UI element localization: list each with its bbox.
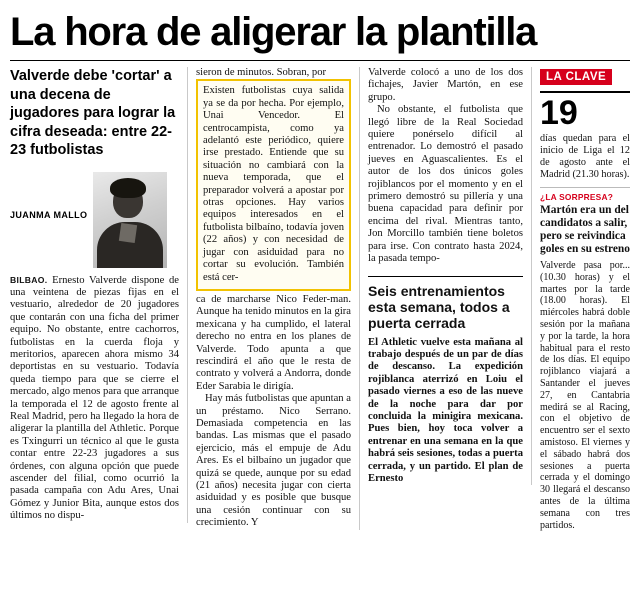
la-clave-number: 19 — [540, 94, 578, 132]
highlighted-passage — [196, 79, 351, 291]
column-3-body — [368, 67, 523, 266]
column-3-paragraph-2: No obstante, el futbolista que llegó libre de la Real Sociedad quiere ponérselo difícil al entrenador. Lo demostró el pasado jueves en Aguascalientes. Es el autor de los dos únicos goles rojiblancos por el momento y en el primero demostró su pillería y una buena capacidad para definir por encima del rival. Mientras tanto, Jon Morcillo también tiene boletos para irse. Con contrato hasta 2024, la pasada tempo- — [368, 104, 523, 265]
bottom-mask — [0, 579, 640, 589]
author-portrait — [93, 172, 167, 268]
article-columns — [10, 67, 630, 531]
column-4-paragraph-1: Valverde pasa por... (10.30 horas) y el martes por la tarde (18.00 horas). El miércoles habrá doble sesión por la mañana y por la tarde, la hora habitual para el resto de los días. El equipo rojiblanco viajará a Santander el jueves 27, en Cantabria medirá se al Racing, con el objetivo de encuentro ser el sexto amistoso. El viernes y el sábado habrá dos sesiones a puerta cerrada y el domingo 30 llegará el descanso antes de la última semana con tres partidos. — [540, 260, 630, 531]
column-4-rail — [532, 67, 630, 531]
highlight-paragraph: Existen futbolistas cuya salida ya se da por hecha. Por ejemplo, Unai Vencedor. El centrocampista, como ya adelantó este periódico, quiere irse prestado. Entiende que su situación no cambiará con la nueva temporada, que el preparador volverá a apostar por otras opciones. Hay varios equipos interesados en el futbolista bilbaíno, todavía joven (22 años) y con necesidad de jugar con asiduidad para no cortar su evolución. También está cer- — [203, 85, 344, 283]
byline: JUANMA MALLO — [10, 209, 88, 220]
la-clave-badge: LA CLAVE — [540, 69, 612, 85]
column-1-body — [10, 274, 179, 523]
column-1 — [10, 67, 188, 523]
article-subhead: Valverde debe 'cortar' a una decena de jugadores para lograr la cifra deseada: entre 22-23 futbolistas — [10, 68, 176, 158]
header-divider — [10, 60, 630, 61]
column-3-paragraph-3: El Athletic vuelve esta mañana al trabajo después de un par de días de descanso. La expedición rojiblanca aterrizó en Loiu el pasado viernes a eso de las nueve de la noche para dar por concluida la minigira mexicana. Pues bien, hoy toca volver a entrenar en una semana en la que habrá seis sesiones, todas a puerta cerrada, y un partido. El plan de Ernesto — [368, 336, 523, 484]
column-3 — [360, 67, 532, 485]
column-3-paragraph-1: Valverde colocó a uno de los dos fichajes, Javier Martón, en ese grupo. — [368, 67, 523, 103]
la-clave-divider — [540, 91, 630, 93]
column-2-paragraph-3: Hay más futbolistas que apuntan a un préstamo. Nico Serrano. Demasiada competencia en las bandas. Las mismas que el pasado ejercicio, más el empuje de Adu Ares. Es el bilbaíno un jugador que quizá se quede, aunque por su edad (21 años) necesita jugar con cierta asiduidad y es posible que busque una cesión continuar con su crecimiento. Y — [196, 393, 351, 529]
column-1-paragraph-1: Ernesto Valverde dispone de una veintena de piezas fijas en el vestuario, alrededor de 20 jugadores que contarán con una ficha del primer equipo. No obstante, entre cachorros, futbolistas en la cuerda floja y meritorios, aparecen ahora mismo 34 deportistas en su vestuario. Todavía queda tiempo para que se cierre el mercado, algo menos para que arranque la temporada el 12 de agosto frente al Real Madrid, pero ha llegado la hora de aligerar la plantilla del Athletic. Porque es Txingurri un técnico al que le gusta contar entre 22-23 jugadores a sus órdenes, con alguna opción que puede ascender del filial, como ocurrió la pasada campaña con Adu Ares, Unai Gómez y Junior Bita, aunque estos dos últimos no dispu- — [10, 274, 179, 522]
column-4-body — [540, 260, 630, 531]
section-heading: Seis entrenamientos esta semana, todos a puerta cerrada — [368, 276, 523, 331]
column-2-paragraph-2: ca de marcharse Nico Feder-man. Aunque ha tenido minutos en la gira mexicana y ha cumplido, el lateral derecho no entra en los planes de Valverde. Todo apunta a que rescindirá el año que le resta de contrato y volverá a Andorra, donde Eder Sarabia le dirigía. — [196, 293, 351, 392]
portrait-hair — [110, 178, 146, 198]
column-2-top — [196, 67, 351, 79]
portrait-collar — [119, 222, 137, 242]
column-2-body — [196, 294, 351, 530]
page-title: La hora de aligerar la plantilla — [10, 10, 537, 54]
column-2 — [188, 67, 360, 530]
la-clave-lead: Martón era un del candidatos a salir, pero se reivindica goles en su estreno — [540, 204, 630, 255]
la-clave-subheading: ¿LA SORPRESA? — [540, 187, 630, 202]
column-2-paragraph-top: sieron de minutos. Sobran, por — [196, 67, 327, 78]
la-clave-text: días quedan para el inicio de Liga el 12 de agosto ante el Madrid (21.30 horas). — [540, 133, 630, 180]
dateline: BILBAO. — [10, 274, 48, 285]
author-block — [10, 172, 179, 268]
author-name-wrap — [10, 172, 87, 226]
column-3-section-body — [368, 337, 523, 486]
